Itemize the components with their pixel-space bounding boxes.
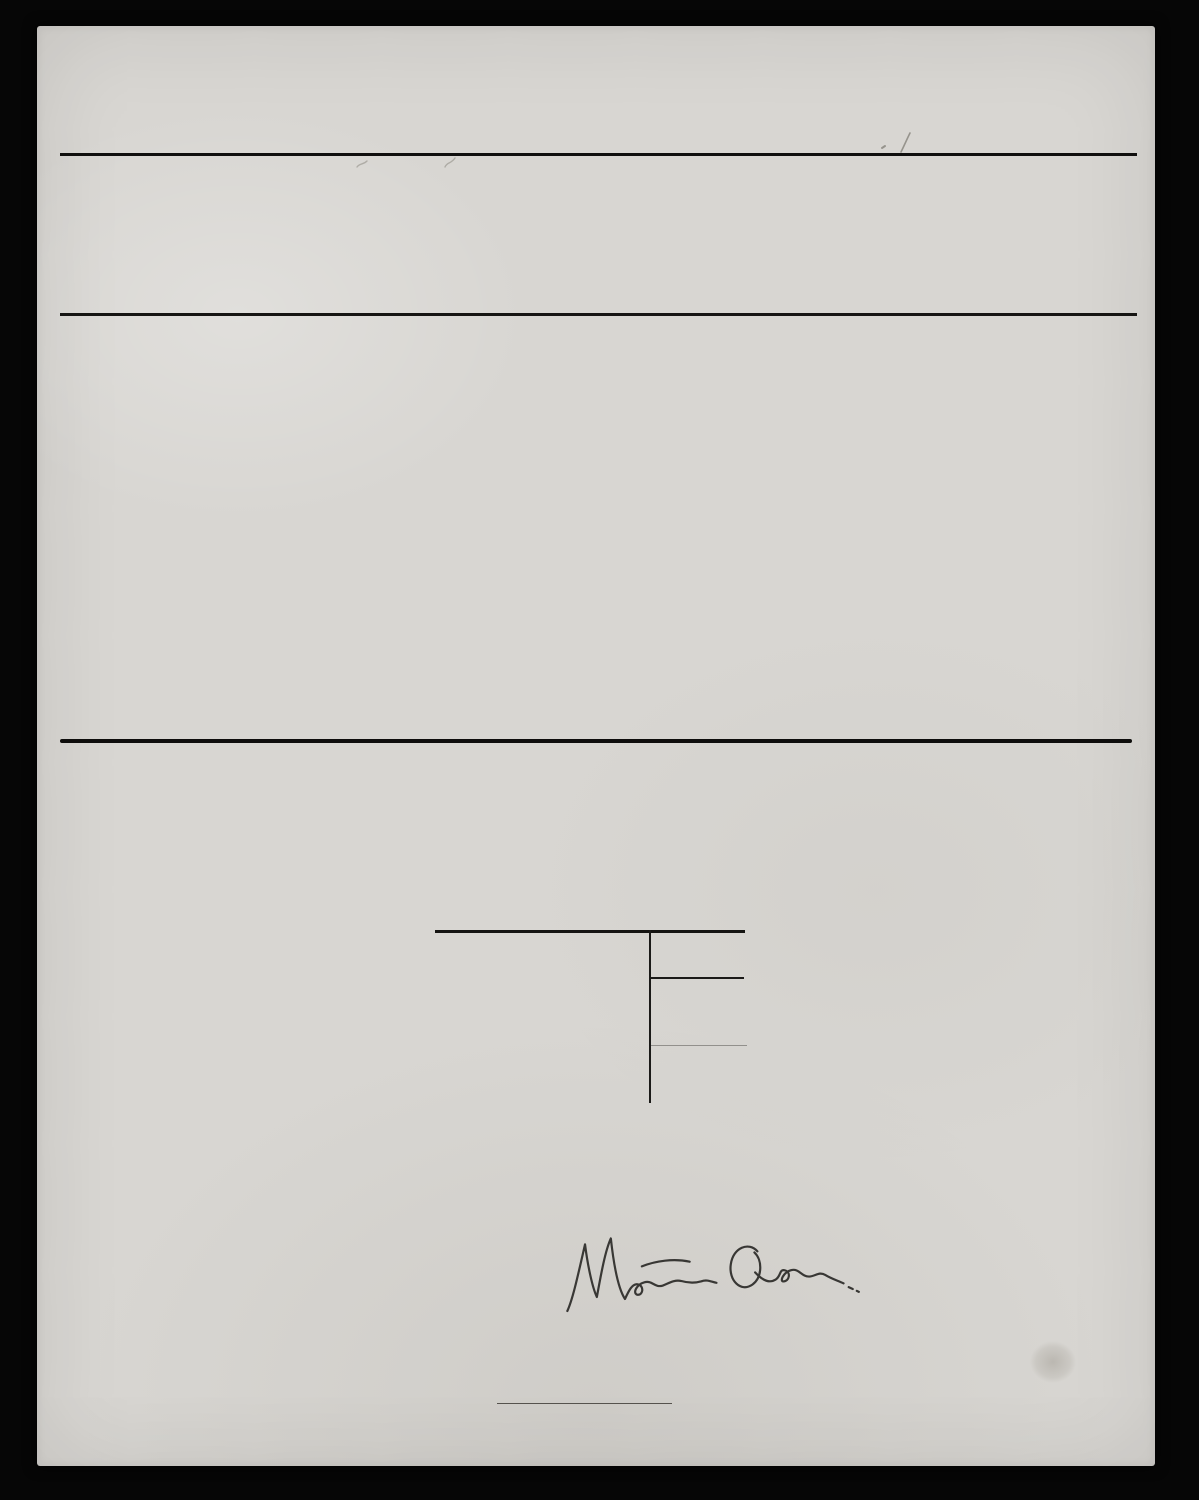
column-header-aegteskabelig-stilling [444,156,497,313]
column-header-erhverv [777,156,873,313]
table-bottom-rule [60,739,1132,743]
printer-rule [497,1403,672,1404]
header-bottom-rule [60,313,1137,316]
scan-stain [1022,1334,1084,1390]
column-header-trossamfund [497,156,592,313]
faint-pencil-mark [355,158,369,170]
column-header-foedselsdato [373,156,444,313]
column-header-personernes-navn [62,156,326,313]
summary-table-vertical-rule [649,930,651,1103]
summary-table-top-rule [435,930,745,933]
column-header-midlertidigt-opholdssted [903,156,1008,313]
tillaegslisten-count-value [674,1023,725,1028]
summary-row-divider [651,1045,747,1046]
column-header-anmaerkninger [1008,156,1133,313]
document-page [37,26,1155,1466]
column-header-doevstum [873,156,903,313]
column-header-koennet [326,156,373,313]
faint-pencil-mark [442,156,458,170]
tilsammen-count-value [669,1061,729,1066]
summary-header-underline [651,977,744,979]
column-header-stilling-i-familien [680,156,777,313]
hovedlisten-count-value [669,969,729,975]
column-header-foedested [592,156,680,313]
signature-handwriting [560,1222,860,1317]
